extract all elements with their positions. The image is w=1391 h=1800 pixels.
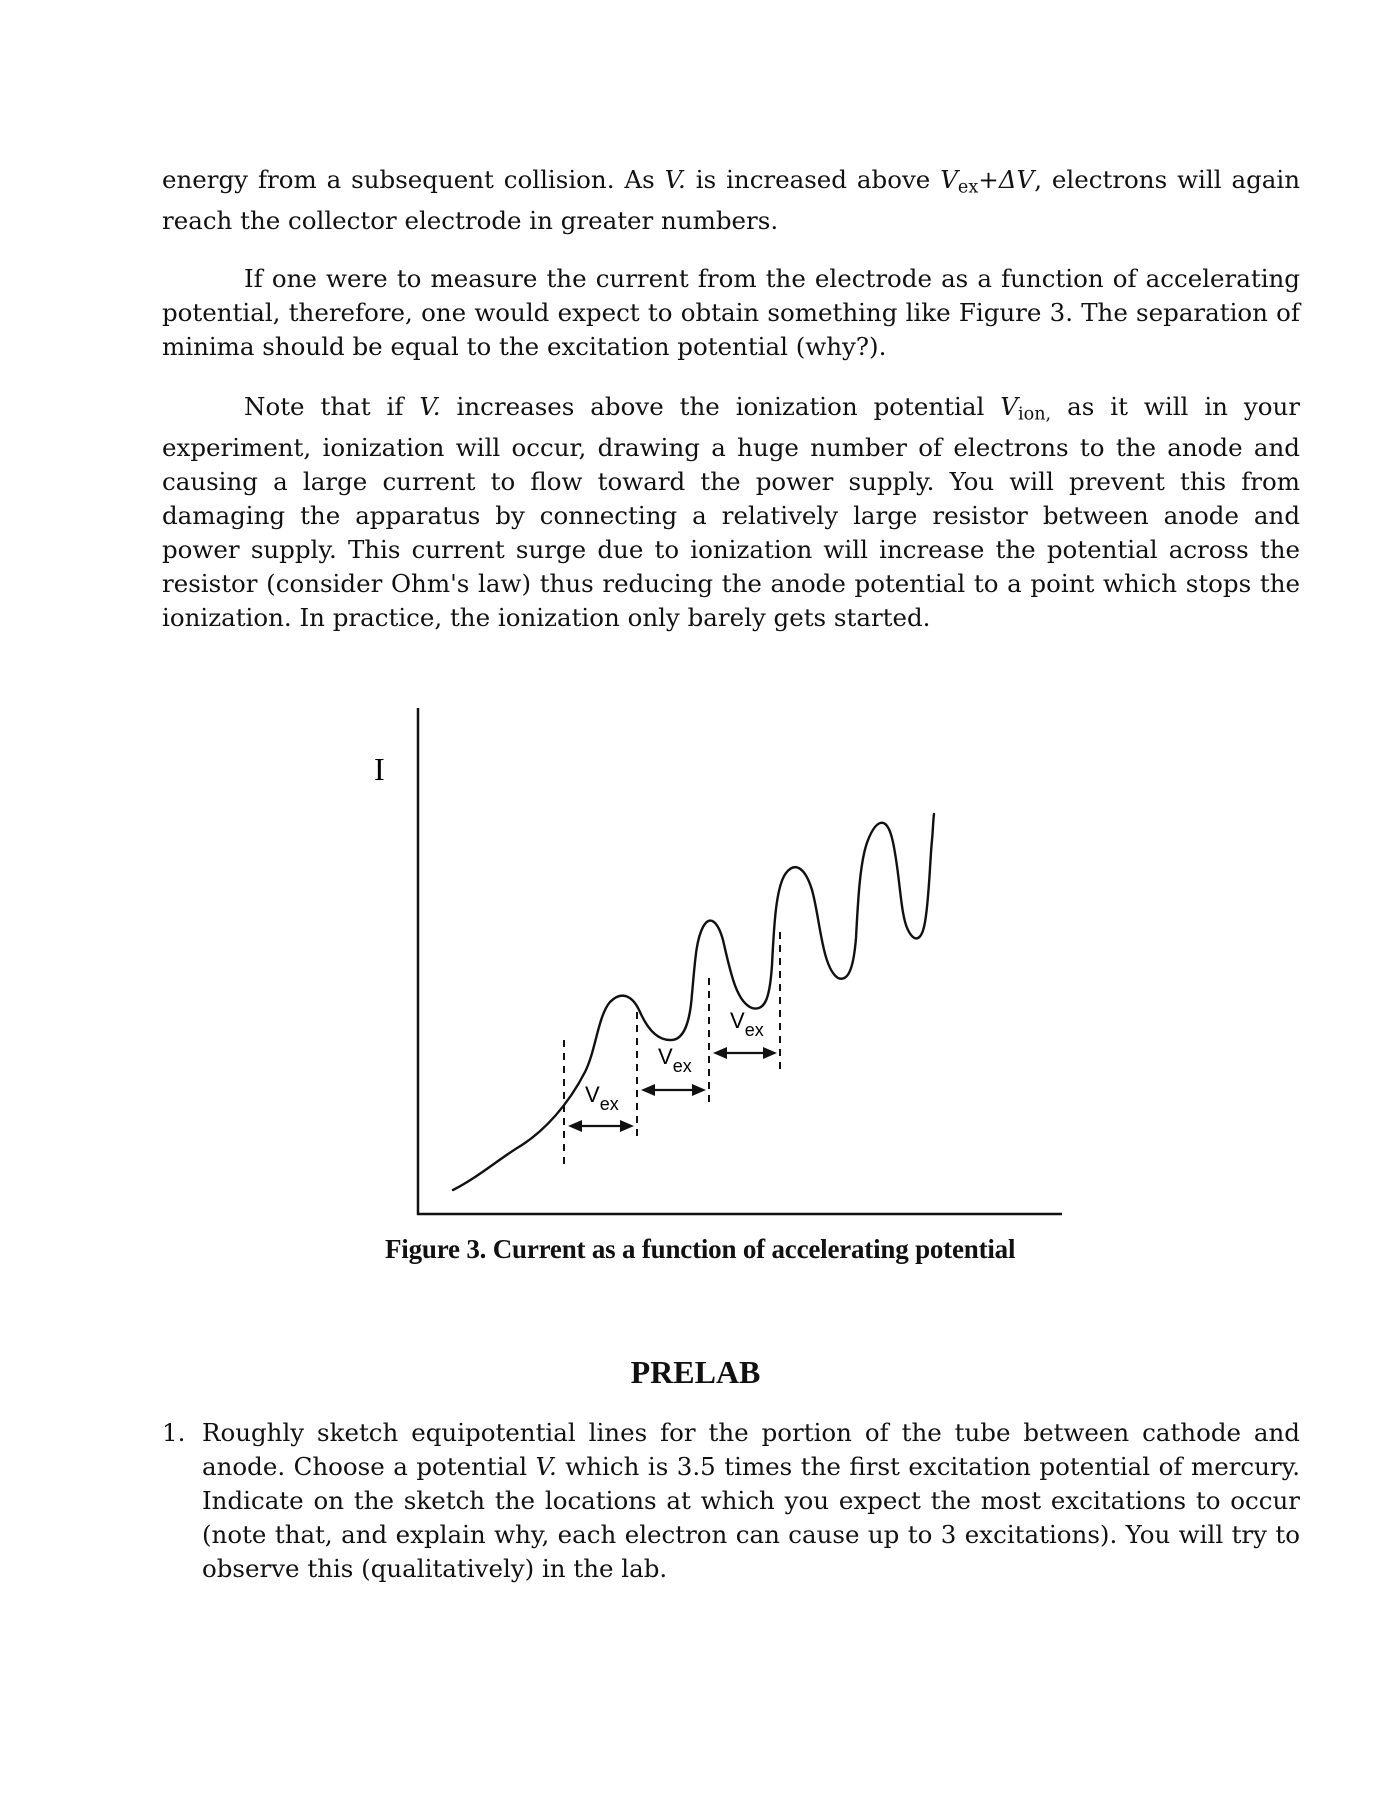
figure-caption: Figure 3. Current as a function of accelerating potential	[385, 1234, 1016, 1264]
paragraph-measure-current: If one were to measure the current from the electrode as a function of accelerating potential, therefore, one would expect to obtain something like Figure 3. The separation of minima should be equal to the excitation potential (why?).	[162, 264, 1300, 361]
text-run: Note that if	[244, 392, 420, 421]
question-number: 1.	[162, 1418, 186, 1447]
symbol-v: V.	[664, 165, 686, 194]
question-text	[202, 1416, 1300, 1586]
symbol-delta-v: ΔV	[998, 165, 1035, 194]
vex-label-1: $V_{ex}$	[585, 1082, 619, 1114]
symbol-vion: V	[1000, 392, 1018, 421]
vex-arrow-2	[641, 1084, 706, 1096]
section-heading-prelab: PRELAB	[630, 1354, 761, 1390]
symbol-v: V.	[419, 392, 441, 421]
y-axis-label: I	[374, 751, 385, 787]
figure-3	[340, 700, 1100, 1220]
vex-arrow-1	[568, 1120, 634, 1132]
text-run: as it will in your experiment, ionization will occur, drawing a huge number of electrons to the anode and causing a large current to flow toward the power supply. You will prevent this from damaging the apparatus by connecting a relatively large resistor between anode and power supply. This current surge due to ionization will increase the potential across the resistor (consider Ohm's law) thus reducing the anode potential to a point which stops the ionization. In practice, the ionization only barely gets started.	[162, 392, 1300, 633]
text-run: , electrons will again reach the collector electrode in greater numbers.	[162, 165, 1300, 236]
vex-arrow-3	[713, 1047, 777, 1059]
text-run: Roughly sketch equipotential lines for the portion of the tube between cathode and anode. Choose a potential	[202, 1418, 1300, 1481]
paragraph-ionization	[162, 390, 1300, 635]
current-curve	[453, 814, 934, 1190]
prelab-question-1	[162, 1416, 1300, 1586]
vex-label-3: $V_{ex}$	[730, 1008, 764, 1040]
text-run: energy from a subsequent collision. As	[162, 165, 665, 194]
symbol-v: V.	[535, 1452, 557, 1481]
text-run: +	[978, 165, 999, 194]
paragraph-collision	[162, 163, 1300, 238]
subscript-ion: ion,	[1017, 404, 1052, 425]
vex-label-2: $V_{ex}$	[658, 1044, 692, 1076]
text-run: increases above the ionization potential	[440, 392, 1001, 421]
text-run: which is 3.5 times the first excitation potential of mercury. Indicate on the sketch the locations at which you expect the most excitations to occur (note that, and explain why, each electron can cause up to 3 excitations). You will try to observe this (qualitatively) in the lab.	[202, 1452, 1300, 1583]
subscript-ex: ex	[957, 177, 979, 198]
symbol-vex: V	[940, 165, 958, 194]
current-vs-potential-sketch	[340, 700, 1100, 1220]
text-run: is increased above	[685, 165, 941, 194]
